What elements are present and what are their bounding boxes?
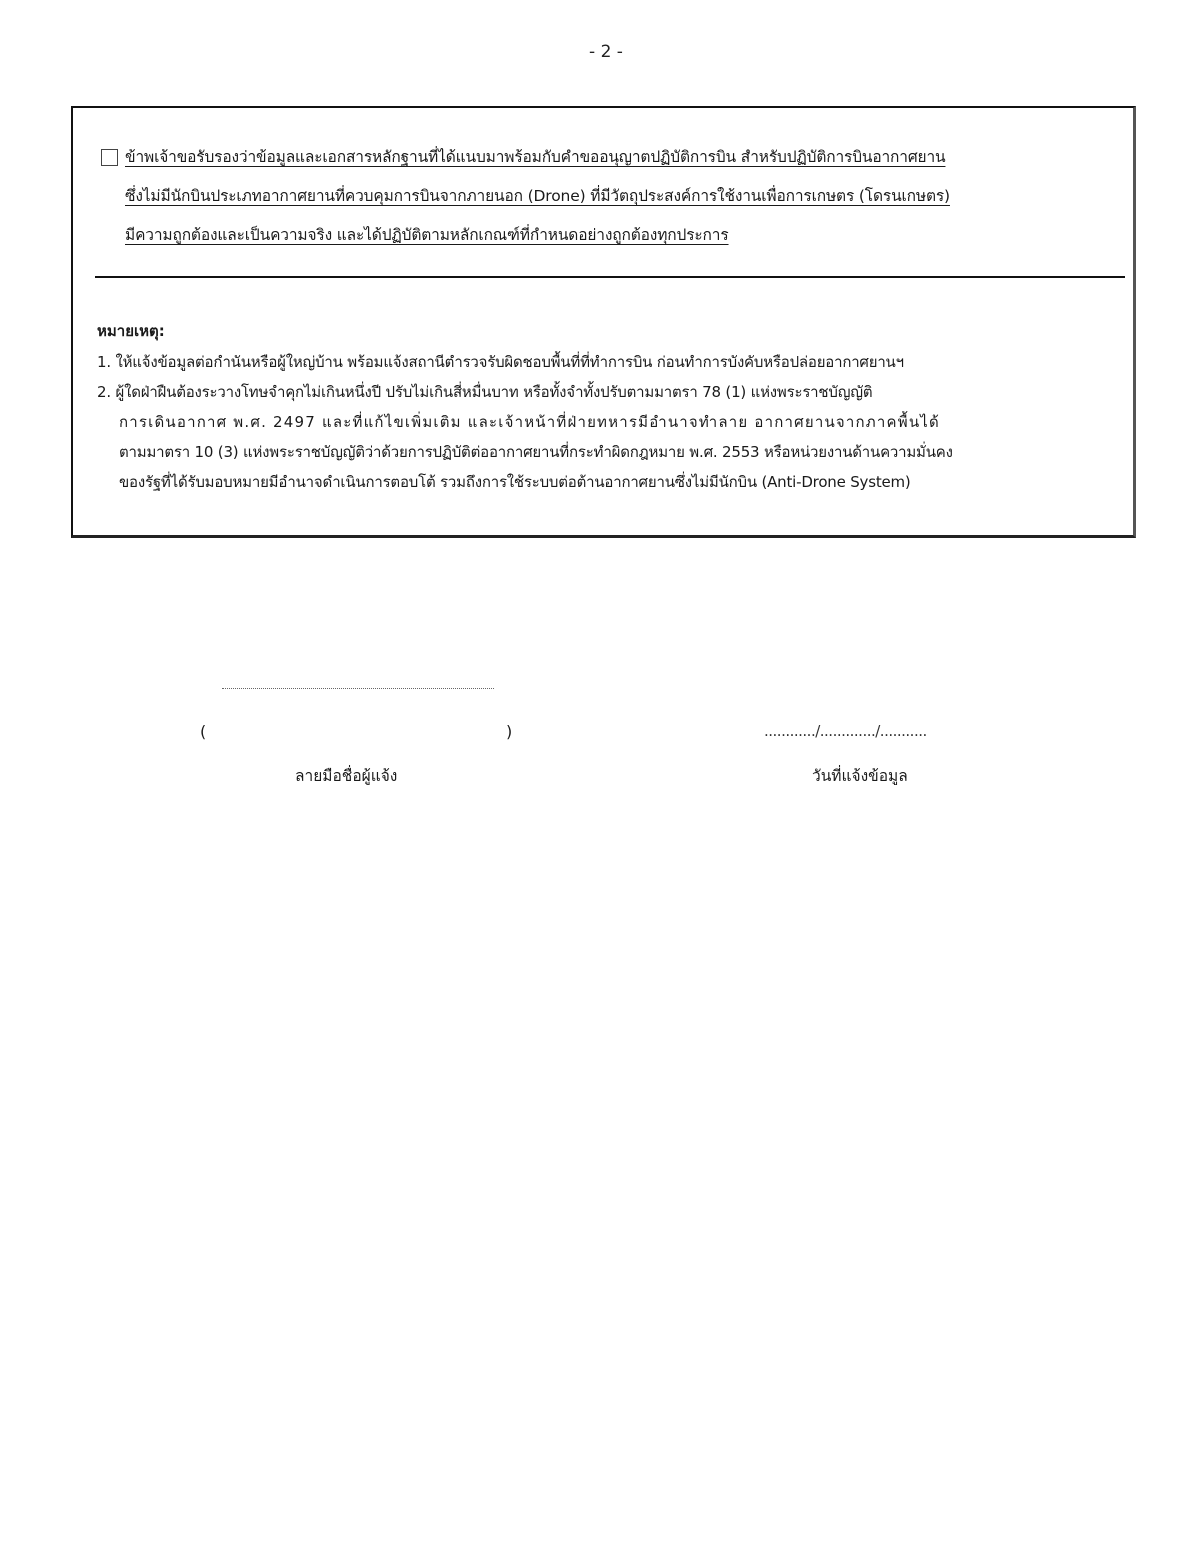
- notes-title: หมายเหตุ:: [97, 322, 165, 340]
- certification-statement: [101, 138, 1123, 255]
- name-paren-open: (: [200, 722, 207, 741]
- note-item-2-line-4: ของรัฐที่ได้รับมอบหมายมีอำนาจดำเนินการตอบโต้ รวมถึงการใช้ระบบต่อต้านอากาศยานซึ่งไม่มีนักบิน (Anti-Drone System): [119, 473, 911, 491]
- date-field[interactable]: ............/............./...........: [764, 722, 927, 740]
- note-item-2-line-2: การเดินอากาศ พ.ศ. 2497 และที่แก้ไขเพิ่มเติม และเจ้าหน้าที่ฝ่ายทหารมีอำนาจทำลาย อากาศยานจากภาคพื้นได้: [119, 413, 940, 431]
- signature-label: ลายมือชื่อผู้แจ้ง: [295, 767, 398, 785]
- note-item-1: 1. ให้แจ้งข้อมูลต่อกำนันหรือผู้ใหญ่บ้าน พร้อมแจ้งสถานีตำรวจรับผิดชอบพื้นที่ที่ทำการบิน ก่อนทำการบังคับหรือปล่อยอากาศยานฯ: [97, 353, 904, 371]
- certification-line-2: ซึ่งไม่มีนักบินประเภทอากาศยานที่ควบคุมการบินจากภายนอก (Drone) ที่มีวัตถุประสงค์การใช้งานเพื่อการเกษตร (โดรนเกษตร): [125, 187, 950, 205]
- signature-line[interactable]: [222, 688, 494, 689]
- page-number: - 2 -: [589, 42, 623, 62]
- certification-box: [71, 106, 1136, 538]
- certification-line-3: มีความถูกต้องและเป็นความจริง และได้ปฏิบัติตามหลักเกณฑ์ที่กำหนดอย่างถูกต้องทุกประการ: [125, 226, 729, 244]
- section-divider: [95, 276, 1125, 278]
- certification-text: [125, 138, 1123, 255]
- note-item-2-line-3: ตามมาตรา 10 (3) แห่งพระราชบัญญัติว่าด้วยการปฏิบัติต่ออากาศยานที่กระทำผิดกฎหมาย พ.ศ. 2553 หรือหน่วยงานด้านความมั่นคง: [119, 443, 953, 461]
- name-paren-close: ): [506, 722, 513, 741]
- date-label: วันที่แจ้งข้อมูล: [812, 767, 908, 785]
- notes-section: [97, 316, 1127, 497]
- certification-line-1: ข้าพเจ้าขอรับรองว่าข้อมูลและเอกสารหลักฐานที่ได้แนบมาพร้อมกับคำขออนุญาตปฏิบัติการบิน สำหรับปฏิบัติการบินอากาศยาน: [125, 148, 946, 166]
- certify-checkbox[interactable]: [101, 149, 118, 166]
- note-item-2: 2. ผู้ใดฝ่าฝืนต้องระวางโทษจำคุกไม่เกินหนึ่งปี ปรับไม่เกินสี่หมื่นบาท หรือทั้งจำทั้งปรับตามมาตรา 78 (1) แห่งพระราชบัญญัติ: [97, 383, 873, 401]
